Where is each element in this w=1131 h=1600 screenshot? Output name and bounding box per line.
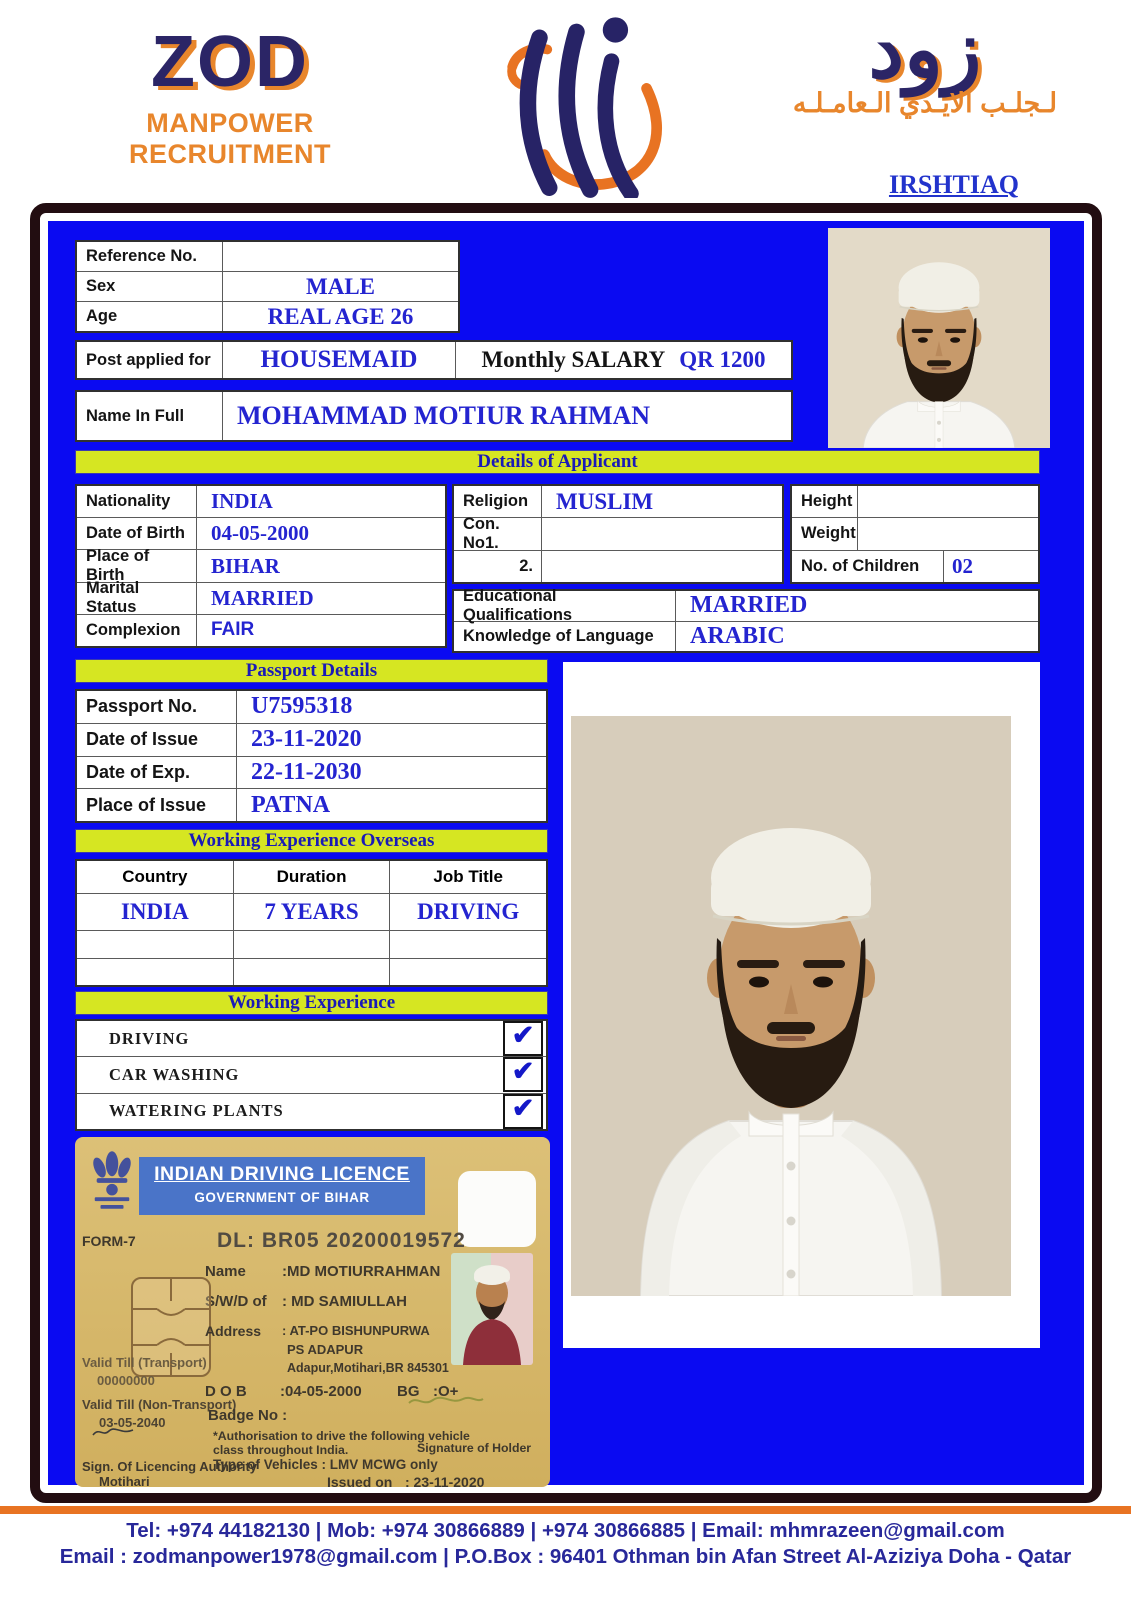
licence-name-label: Name [205,1263,246,1280]
overseas-header-row [77,861,546,894]
footer-contact [0,1518,1131,1569]
details-section-title: Details of Applicant [477,451,638,472]
licence-bg-label: BG [397,1383,420,1400]
dob-label: Date of Birth [77,518,197,549]
passport-section-title: Passport Details [245,660,378,681]
complexion-value: FAIR [211,619,255,641]
post-label: Post applied for [77,342,223,378]
experience-item-label: DRIVING [109,1028,190,1048]
duration-value: 7 YEARS [234,894,391,930]
details-mid-table [452,484,784,584]
licence-dob-value: :04-05-2000 [280,1383,362,1400]
agent-name: IRSHTIAQ [888,170,1019,199]
experience-checkbox [503,1057,543,1092]
form-frame-blue [48,221,1084,1485]
footer-line-1: Tel: +974 44182130 | Mob: +974 30866889 | +974 30866885 | Email: mhmrazeen@gmail.com [126,1519,1005,1542]
licence-sig-holder-label: Signature of Holder [417,1441,532,1455]
empty-cell [77,959,234,986]
country-value: INDIA [77,894,234,930]
post-row [75,340,793,380]
table-row [77,272,458,302]
licence-auth-line1: *Authorisation to drive the following vehicle [213,1429,470,1443]
licence-address-2: PS ADAPUR [287,1342,364,1357]
licence-portrait-icon [451,1253,533,1365]
applicant-photo-small [828,228,1050,448]
age-label: Age [77,302,223,331]
country-header: Country [77,861,234,893]
licence-form-label: FORM-7 [82,1233,136,1249]
footer-line-2: Email : zodmanpower1978@gmail.com | P.O.Box : 96401 Othman bin Afan Street Al-Aziziya Doha - Qatar [59,1544,1072,1568]
form-frame [30,203,1102,1503]
empty-cell [234,959,391,986]
contact2-label: 2. [454,551,542,582]
experience-checkbox [503,1021,543,1056]
licence-dob-label: D O B [205,1383,247,1400]
passport-no-value: U7595318 [251,693,353,720]
driving-licence-card [75,1137,550,1487]
experience-row [77,1021,546,1057]
empty-cell [390,959,546,986]
ashoka-emblem-icon [89,1149,135,1213]
issue-date-label: Date of Issue [77,724,237,756]
applicant-portrait-large-icon [571,716,1011,1296]
details-section-bar [75,450,1040,474]
licence-valid-nt-value: 03-05-2040 [99,1415,166,1430]
education-label: Educational Qualifications [454,591,676,621]
empty-cell [390,931,546,958]
religion-value: MUSLIM [556,488,654,514]
passport-table [75,689,548,823]
licence-title: INDIAN DRIVING LICENCE [154,1163,410,1185]
arabic-logo-title: زود [868,5,982,94]
check-icon: ✔ [511,1020,535,1051]
experience-row [77,1057,546,1093]
exp-date-label: Date of Exp. [77,757,237,789]
licence-vehicles-line: Type of Vehicles : LMV MCWG only [213,1457,438,1472]
licence-issued-value: : 23-11-2020 [405,1474,485,1487]
authority-signature-scribble [91,1425,135,1439]
dob-value: 04-05-2000 [211,521,309,546]
applicant-portrait-icon [828,228,1050,448]
check-icon: ✔ [511,1056,535,1087]
zod-logo-subtext: MANPOWER RECRUITMENT [129,108,331,169]
overseas-empty-row [77,959,546,986]
contact1-label: Con. No1. [454,518,542,549]
weight-label: Weight [792,518,858,549]
licence-subtitle: GOVERNMENT OF BIHAR [194,1190,370,1205]
check-icon: ✔ [511,1092,535,1123]
licence-sign-authority: Sign. Of Licencing Authority [82,1459,258,1474]
marital-value: MARRIED [211,585,314,610]
experience-section-title: Working Experience [227,992,396,1013]
salary-value: QR 1200 [679,347,766,372]
licence-issued-label: Issued on [327,1474,393,1487]
experience-item-label: WATERING PLANTS [109,1101,284,1121]
name-row [75,390,793,442]
licence-badge-label: Badge No : [208,1407,288,1424]
licence-blank-box [458,1171,536,1247]
nationality-label: Nationality [77,486,197,517]
licence-header-band [139,1157,425,1215]
licence-swd-value: : MD SAMIULLAH [282,1293,407,1310]
experience-item-label: CAR WASHING [109,1064,240,1084]
issue-date-value: 23-11-2020 [251,726,362,753]
pob-label: Place of Birth [77,550,197,581]
arabic-logo-subtitle: لـجلـب الايـدي الـعامـلـه [792,88,1058,118]
empty-cell [234,931,391,958]
nationality-value: INDIA [211,489,273,514]
issue-place-value: PATNA [251,791,331,818]
overseas-section-bar [75,829,548,853]
licence-place: Motihari [99,1474,150,1487]
licence-auth-line2: class throughout India. [213,1443,349,1457]
licence-address-3: Adapur,Motihari,BR 845301 [287,1361,449,1375]
duration-header: Duration [234,861,391,893]
job-title-value: DRIVING [417,899,520,924]
exp-date-value: 22-11-2030 [251,758,362,785]
experience-row [77,1094,546,1129]
licence-address-label: Address [205,1323,262,1339]
overseas-data-row [77,894,546,931]
applicant-photo-panel [563,662,1040,1348]
licence-bg-value: :O+ [433,1383,459,1400]
salary-label: Monthly SALARY [481,347,666,372]
empty-cell [77,931,234,958]
table-row [77,242,458,272]
licence-valid-nt-label: Valid Till (Non-Transport) [82,1397,237,1412]
education-value: MARRIED [690,592,808,619]
licence-valid-transport-label: Valid Till (Transport) [82,1355,207,1370]
reference-table [75,240,460,333]
complexion-label: Complexion [77,615,197,646]
religion-label: Religion [454,486,542,517]
age-value: REAL AGE 26 [267,303,414,329]
overseas-empty-row [77,931,546,959]
passport-no-label: Passport No. [77,691,237,723]
zod-logo-text: ZOD [151,22,309,102]
details-extra-table [452,586,1040,653]
children-label: No. of Children [792,551,944,582]
marital-label: Marital Status [77,583,197,614]
name-label: Name In Full [77,392,223,440]
overseas-section-title: Working Experience Overseas [188,830,435,851]
language-label: Knowledge of Language [454,622,676,652]
job-title-header: Job Title [433,867,503,886]
sex-value: MALE [306,273,375,299]
language-value: ARABIC [690,622,785,649]
arabic-logo [745,6,1105,119]
licence-valid-transport-value: 00000000 [97,1373,155,1388]
height-weight-table [790,484,1040,584]
pob-value: BIHAR [211,553,280,578]
licence-dl-number: DL: BR05 20200019572 [217,1229,466,1252]
footer-divider [0,1506,1131,1514]
company-logo-icon [483,8,668,198]
experience-checkbox [503,1094,543,1129]
passport-section-bar [75,659,548,683]
experience-section-bar [75,991,548,1015]
salary-cell [456,342,791,378]
children-value: 02 [952,553,973,578]
table-row [77,302,458,331]
name-value: MOHAMMAD MOTIUR RAHMAN [237,401,651,430]
licence-name-value: :MD MOTIURRAHMAN [282,1263,441,1280]
licence-swd-label: S/W/D of [205,1293,267,1310]
post-value: HOUSEMAID [223,342,456,378]
reference-label: Reference No. [77,242,223,271]
sex-label: Sex [77,272,223,301]
zod-logo [55,22,405,170]
holder-signature-scribble [407,1393,485,1409]
licence-address-1: : AT-PO BISHUNPURWA [282,1323,430,1338]
experience-table [75,1019,548,1131]
details-left-table [75,484,447,648]
issue-place-label: Place of Issue [77,789,237,821]
height-label: Height [792,486,858,517]
licence-photo [451,1253,533,1365]
overseas-table [75,859,548,987]
